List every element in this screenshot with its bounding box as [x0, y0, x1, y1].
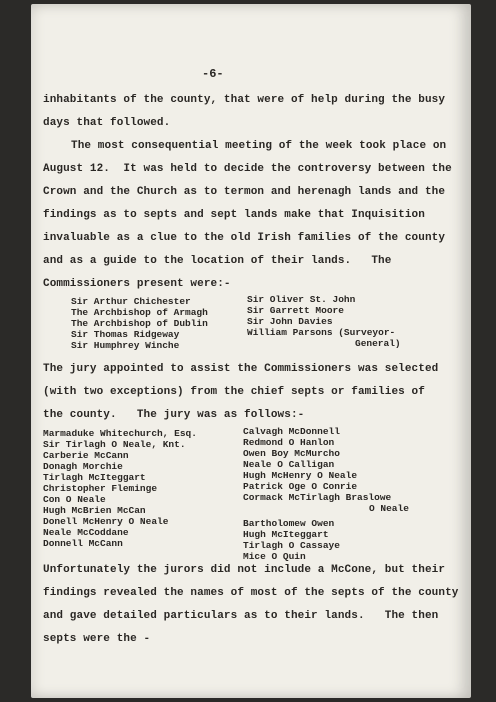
juror-right-3: Owen Boy McMurcho: [243, 448, 340, 459]
commissioner-left-2: The Archbishop of Armagh: [71, 307, 208, 318]
para2-line-7: Commissioners present were:-: [43, 278, 231, 290]
juror-right-7: Cormack McTirlagh Braslowe: [243, 492, 392, 503]
commissioner-right-2: Sir Garrett Moore: [247, 305, 344, 316]
document-page: [31, 4, 471, 698]
juror-right-8: O Neale: [369, 503, 409, 514]
juror-left-7: Con O Neale: [43, 494, 106, 505]
para4-line-1: Unfortunately the jurors did not include a McCone, but their: [43, 564, 446, 576]
para3-line-2: (with two exceptions) from the chief septs or families of: [43, 386, 425, 398]
juror-right-10: Hugh McIteggart: [243, 529, 329, 540]
juror-left-2: Sir Tirlagh O Neale, Knt.: [43, 439, 186, 450]
para1-line-2: days that followed.: [43, 117, 171, 129]
para3-line-3: the county. The jury was as follows:-: [43, 409, 305, 421]
commissioner-right-4: William Parsons (Surveyor-: [247, 327, 396, 338]
commissioner-right-3: Sir John Davies: [247, 316, 333, 327]
commissioner-right-1: Sir Oliver St. John: [247, 294, 356, 305]
para2-line-4: findings as to septs and sept lands make that Inquisition: [43, 209, 425, 221]
juror-left-5: Tirlagh McIteggart: [43, 472, 146, 483]
juror-right-4: Neale O Calligan: [243, 459, 335, 470]
juror-left-11: Donnell McCann: [43, 538, 123, 549]
commissioner-left-1: Sir Arthur Chichester: [71, 296, 191, 307]
juror-right-5: Hugh McHenry O Neale: [243, 470, 358, 481]
commissioner-left-5: Sir Humphrey Winche: [71, 340, 180, 351]
juror-right-2: Redmond O Hanlon: [243, 437, 335, 448]
para2-line-3: Crown and the Church as to termon and herenagh lands and the: [43, 186, 446, 198]
juror-right-9: Bartholomew Owen: [243, 518, 335, 529]
para4-line-3: and gave detailed particulars as to their lands. The then: [43, 610, 439, 622]
juror-left-3: Carberie McCann: [43, 450, 129, 461]
para1-line-1: inhabitants of the county, that were of help during the busy: [43, 94, 446, 106]
juror-right-6: Patrick Oge O Conrie: [243, 481, 358, 492]
juror-left-4: Donagh Morchie: [43, 461, 123, 472]
juror-left-8: Hugh McBrien McCan: [43, 505, 146, 516]
juror-right-11: Tirlagh O Cassaye: [243, 540, 340, 551]
commissioner-right-5: General): [355, 338, 401, 349]
page-number: -6-: [202, 67, 224, 81]
juror-left-10: Neale McCoddane: [43, 527, 129, 538]
para3-line-1: The jury appointed to assist the Commissioners was selected: [43, 363, 439, 375]
juror-left-9: Donell McHenry O Neale: [43, 516, 169, 527]
juror-left-6: Christopher Fleminge: [43, 483, 158, 494]
juror-right-1: Calvagh McDonnell: [243, 426, 340, 437]
para4-line-2: findings revealed the names of most of the septs of the county: [43, 587, 459, 599]
para2-line-2: August 12. It was held to decide the controversy between the: [43, 163, 452, 175]
para2-line-5: invaluable as a clue to the old Irish families of the county: [43, 232, 446, 244]
commissioner-left-4: Sir Thomas Ridgeway: [71, 329, 180, 340]
juror-right-12: Mice O Quin: [243, 551, 306, 562]
para2-line-6: and as a guide to the location of their lands. The: [43, 255, 392, 267]
juror-left-1: Marmaduke Whitechurch, Esq.: [43, 428, 197, 439]
para2-line-1: The most consequential meeting of the week took place on: [71, 140, 447, 152]
commissioner-left-3: The Archbishop of Dublin: [71, 318, 208, 329]
para4-line-4: septs were the -: [43, 633, 151, 645]
